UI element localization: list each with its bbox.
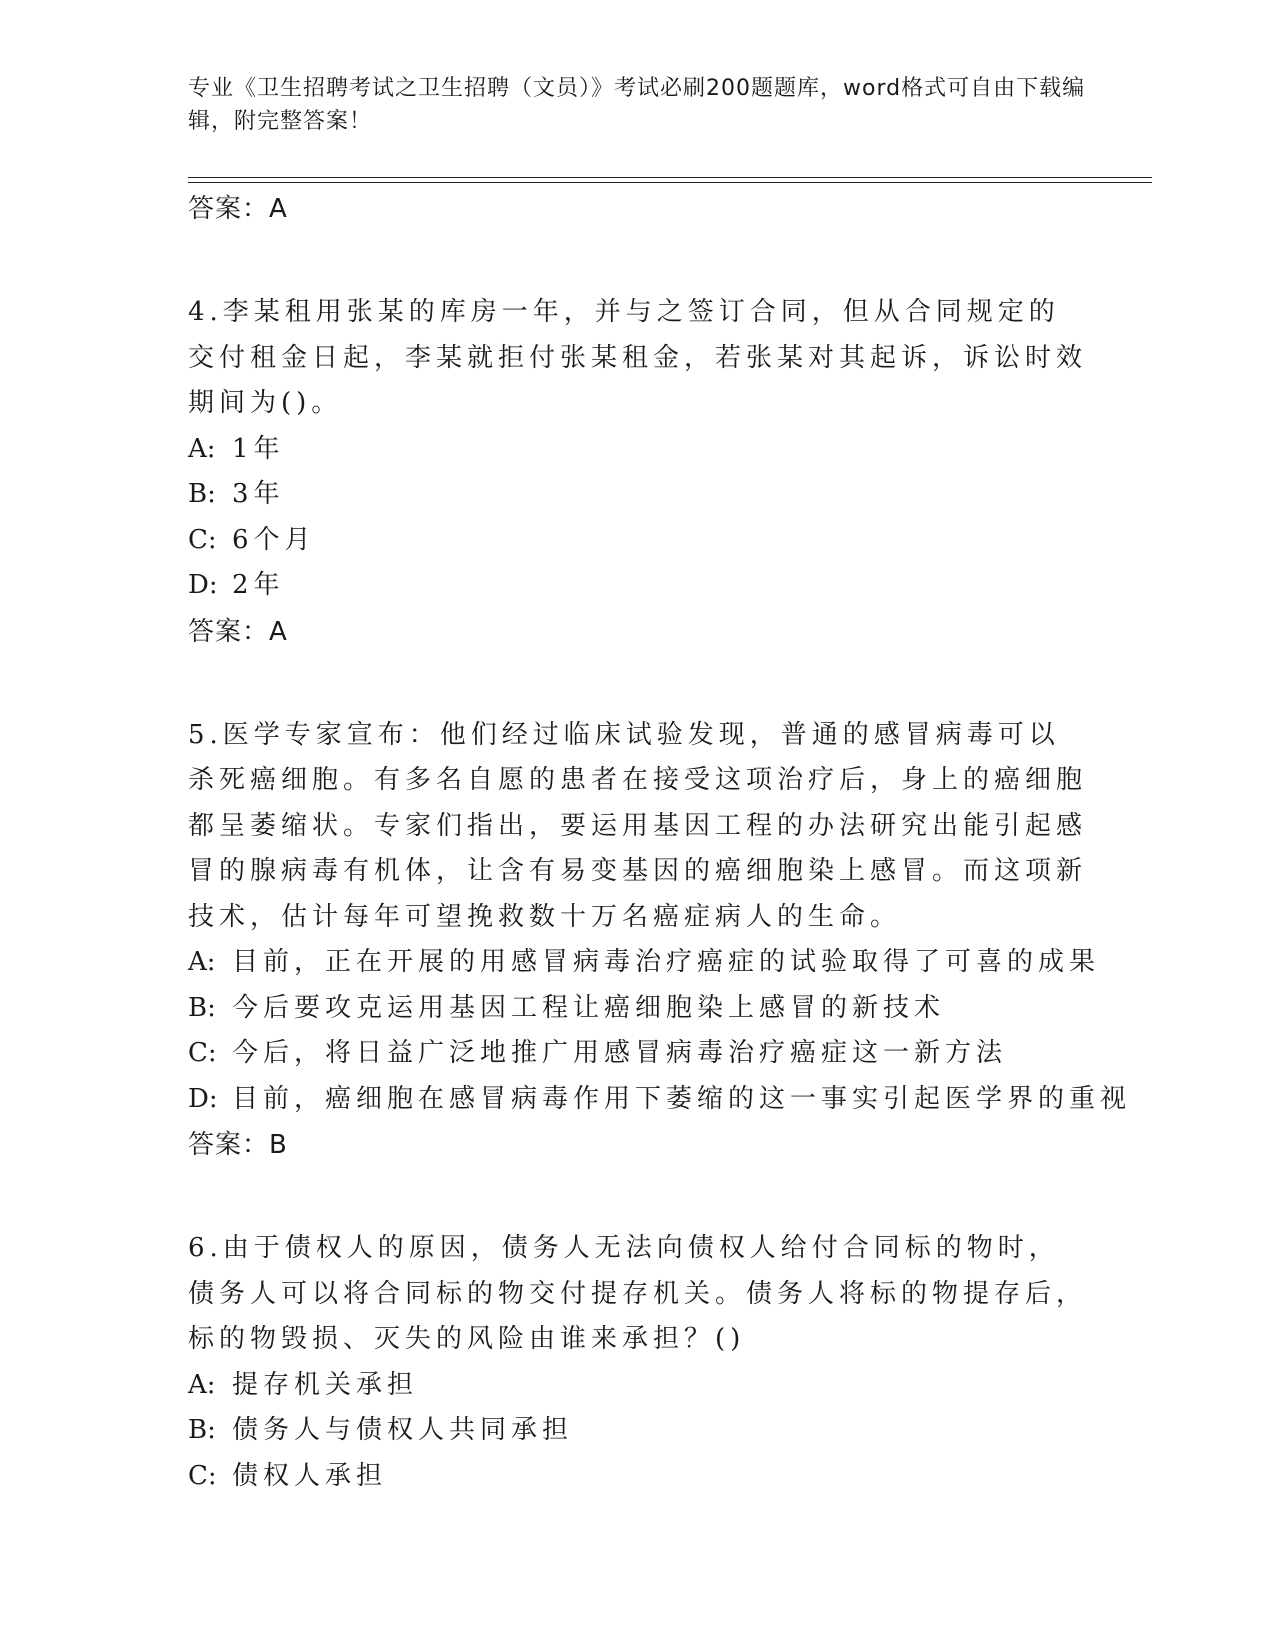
option-text: 3年	[232, 479, 285, 509]
option-letter: C:	[188, 1038, 217, 1068]
option-letter: A:	[188, 947, 216, 977]
header-divider-bottom	[188, 182, 1152, 183]
spacer	[188, 232, 1088, 290]
option-text: 今后，将日益广泛地推广用感冒病毒治疗癌症这一新方法	[232, 1038, 1008, 1068]
question-block	[188, 713, 1132, 1169]
question-block	[188, 290, 1088, 655]
option-d	[188, 1077, 1132, 1123]
option-letter: C:	[188, 1460, 217, 1491]
question-block	[188, 1226, 1088, 1499]
option-text: 债权人承担	[232, 1460, 388, 1491]
question-stem: 6.由于债权人的原因，债务人无法向债权人给付合同标的物时，债务人可以将合同标的物交付提存机关。债务人将标的物提存后，标的物毁损、灭失的风险由谁来承担？()	[188, 1233, 1088, 1354]
option-text: 1年	[232, 433, 285, 464]
answer-line: 答案：B	[188, 1130, 288, 1160]
option-text: 2年	[232, 570, 285, 600]
option-a	[188, 1363, 1088, 1409]
spacer	[188, 655, 1088, 713]
option-letter: D:	[188, 570, 218, 600]
option-b	[188, 1408, 1088, 1454]
document-header: 专业《卫生招聘考试之卫生招聘（文员）》考试必刷200题题库，word格式可自由下载编辑，附完整答案！	[188, 76, 1086, 134]
answer-line: 答案：A	[188, 194, 288, 224]
option-text: 今后要攻克运用基因工程让癌细胞染上感冒的新技术	[232, 992, 946, 1023]
spacer	[188, 1168, 1088, 1226]
option-d	[188, 563, 1088, 609]
option-letter: A:	[188, 433, 216, 464]
option-b	[188, 472, 1088, 518]
option-letter: A:	[188, 1369, 216, 1400]
question-stem: 4.李某租用张某的库房一年，并与之签订合同，但从合同规定的交付租金日起，李某就拒付张某租金，若张某对其起诉，诉讼时效期间为()。	[188, 297, 1088, 418]
option-a	[188, 940, 1101, 986]
option-letter: B:	[188, 479, 216, 509]
option-a	[188, 427, 1088, 473]
header-divider-top	[188, 177, 1152, 178]
option-letter: D:	[188, 1083, 218, 1114]
option-c	[188, 1031, 1088, 1077]
answer-line: 答案：A	[188, 616, 288, 647]
option-text: 目前，癌细胞在感冒病毒作用下萎缩的这一事实引起医学界的重视	[232, 1083, 1132, 1114]
option-text: 提存机关承担	[232, 1369, 419, 1400]
option-c	[188, 1454, 1088, 1500]
option-text: 债务人与债权人共同承担	[232, 1415, 574, 1445]
option-c	[188, 518, 1088, 564]
option-letter: B:	[188, 1415, 216, 1445]
option-letter: B:	[188, 992, 216, 1023]
question-list	[188, 186, 1132, 1499]
option-letter: C:	[188, 524, 217, 555]
option-b	[188, 986, 1088, 1032]
option-text: 目前，正在开展的用感冒病毒治疗癌症的试验取得了可喜的成果	[232, 947, 1101, 977]
option-text: 6个月	[232, 524, 316, 555]
question-stem: 5.医学专家宣布：他们经过临床试验发现，普通的感冒病毒可以杀死癌细胞。有多名自愿的患者在接受这项治疗后，身上的癌细胞都呈萎缩状。专家们指出，要运用基因工程的办法研究出能引起感冒的腺病毒有机体，让含有易变基因的癌细胞染上感冒。而这项新技术，估计每年可望挽救数十万名癌症病人的生命。	[188, 719, 1088, 932]
